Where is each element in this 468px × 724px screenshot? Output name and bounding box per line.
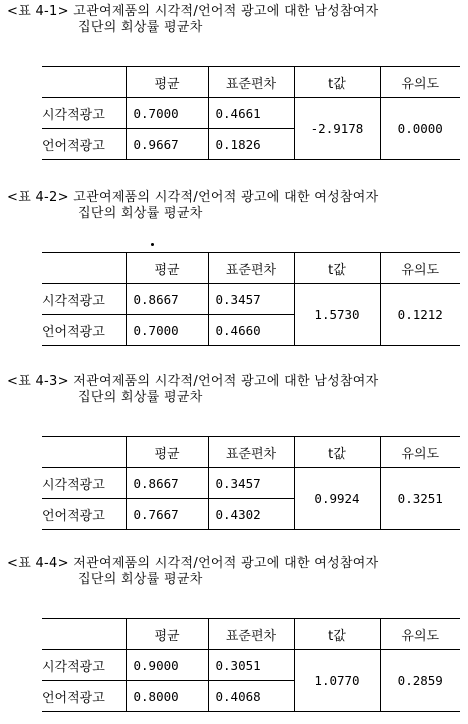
t-value: 1.0770 <box>294 650 380 712</box>
caption-subtitle: 집단의 회상률 평균차 <box>78 572 203 587</box>
header-corner <box>42 253 126 284</box>
mean-value: 0.7667 <box>126 499 208 530</box>
table-caption <box>7 374 379 406</box>
header-sd: 표준편차 <box>208 619 294 650</box>
table-caption <box>7 556 379 588</box>
speck-mark <box>151 243 154 246</box>
sig-value: 0.2859 <box>380 650 460 712</box>
table-row <box>42 650 460 681</box>
table-row <box>42 98 460 129</box>
row-label: 언어적광고 <box>42 315 126 346</box>
sd-value: 0.3457 <box>208 284 294 315</box>
t-value: 0.9924 <box>294 468 380 530</box>
mean-value: 0.9000 <box>126 650 208 681</box>
table-row <box>42 468 460 499</box>
row-label: 언어적광고 <box>42 129 126 160</box>
header-t: t값 <box>294 67 380 98</box>
header-mean: 평균 <box>126 253 208 284</box>
sd-value: 0.4661 <box>208 98 294 129</box>
stats-table <box>42 66 460 160</box>
mean-value: 0.7000 <box>126 315 208 346</box>
sd-value: 0.4068 <box>208 681 294 712</box>
mean-value: 0.7000 <box>126 98 208 129</box>
header-sd: 표준편차 <box>208 67 294 98</box>
t-value: -2.9178 <box>294 98 380 160</box>
header-corner <box>42 67 126 98</box>
header-mean: 평균 <box>126 437 208 468</box>
sd-value: 0.3457 <box>208 468 294 499</box>
caption-title: <표 4-1> 고관여제품의 시각적/언어적 광고에 대한 남성참여자 <box>7 4 379 19</box>
sig-value: 0.3251 <box>380 468 460 530</box>
mean-value: 0.8667 <box>126 284 208 315</box>
table-row <box>42 284 460 315</box>
header-sig: 유의도 <box>380 67 460 98</box>
caption-subtitle: 집단의 회상률 평균차 <box>78 20 203 35</box>
header-mean: 평균 <box>126 67 208 98</box>
t-value: 1.5730 <box>294 284 380 346</box>
header-t: t값 <box>294 619 380 650</box>
table-caption <box>7 4 379 36</box>
stats-table <box>42 436 460 530</box>
caption-title: <표 4-3> 저관여제품의 시각적/언어적 광고에 대한 남성참여자 <box>7 374 379 389</box>
header-sig: 유의도 <box>380 253 460 284</box>
caption-title: <표 4-4> 저관여제품의 시각적/언어적 광고에 대한 여성참여자 <box>7 556 379 571</box>
row-label: 언어적광고 <box>42 681 126 712</box>
header-sig: 유의도 <box>380 619 460 650</box>
header-t: t값 <box>294 253 380 284</box>
row-label: 시각적광고 <box>42 650 126 681</box>
sig-value: 0.0000 <box>380 98 460 160</box>
caption-subtitle: 집단의 회상률 평균차 <box>78 390 203 405</box>
row-label: 시각적광고 <box>42 284 126 315</box>
header-t: t값 <box>294 437 380 468</box>
row-label: 시각적광고 <box>42 468 126 499</box>
sig-value: 0.1212 <box>380 284 460 346</box>
caption-subtitle: 집단의 회상률 평균차 <box>78 206 203 221</box>
header-corner <box>42 619 126 650</box>
header-corner <box>42 437 126 468</box>
sd-value: 0.3051 <box>208 650 294 681</box>
row-label: 언어적광고 <box>42 499 126 530</box>
mean-value: 0.8667 <box>126 468 208 499</box>
header-sig: 유의도 <box>380 437 460 468</box>
header-sd: 표준편차 <box>208 253 294 284</box>
mean-value: 0.9667 <box>126 129 208 160</box>
header-sd: 표준편차 <box>208 437 294 468</box>
caption-title: <표 4-2> 고관여제품의 시각적/언어적 광고에 대한 여성참여자 <box>7 190 379 205</box>
sd-value: 0.4302 <box>208 499 294 530</box>
table-caption <box>7 190 379 222</box>
mean-value: 0.8000 <box>126 681 208 712</box>
stats-table <box>42 252 460 346</box>
sd-value: 0.4660 <box>208 315 294 346</box>
stats-table <box>42 618 460 712</box>
sd-value: 0.1826 <box>208 129 294 160</box>
header-mean: 평균 <box>126 619 208 650</box>
row-label: 시각적광고 <box>42 98 126 129</box>
